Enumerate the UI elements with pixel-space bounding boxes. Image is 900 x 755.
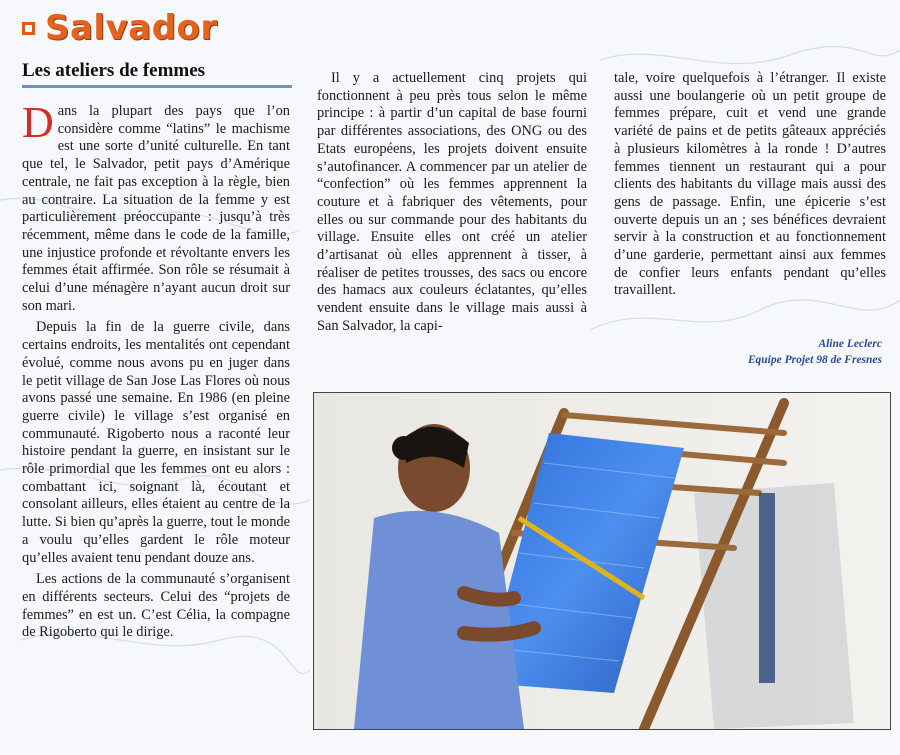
weaving-photo-illustration	[314, 393, 890, 729]
drop-cap: D	[22, 98, 54, 147]
article-column-3	[614, 70, 886, 300]
article-subtitle: Les ateliers de femmes	[22, 60, 292, 88]
paragraph-4: Il y a actuellement cinq projets qui fonctionnent à peu près tous selon le même principe : à partir d’un capital de base fourni par différentes associations, des ONG ou des Etats européens, les projets doivent ensuite s’autofinancer. A commencer par un atelier de “confection” où les femmes apprennent la couture et à fabriquer des vêtements, pour elles ou sur commande pour des habitants du village. Ensuite elles ont créé un atelier d’artisanat où elles apprennent à tisser, à réaliser de petites trousses, des sacs ou encore des hamacs aux couleurs éclatantes, qu’elles vendent ensuite dans le village mais aussi à San Salvador, la capi-	[317, 70, 587, 334]
paragraph-2: Depuis la fin de la guerre civile, dans certains endroits, les mentalités ont cependant évolué, comme nous avons pu en juger dans le petit village de San Jose Las Flores où nous avons passé une semaine. En 1986 (en pleine guerre civile) le village s’est organisé en communauté. Rigoberto nous a raconté leur histoire pendant la guerre, en insistant sur le rôle primordial que les femmes ont eu alors : combattant ici, soignant là, écoutant et consolant ailleurs, elles étaient au centre de la lutte. Si bien qu’après la guerre, tout le monde a voulu qu’elles gardent le rôle moteur qu’elles avaient tenu pendant douze ans.	[22, 319, 290, 566]
paragraph-3: Les actions de la communauté s’organisent en différents secteurs. Celui des “projets de femmes” en est un. C’est Célia, la compagne de Rigoberto qui le dirige.	[22, 571, 290, 641]
article-signature	[748, 336, 882, 368]
author-team: Equipe Projet 98 de Fresnes	[747, 354, 882, 366]
author-name: Aline Leclerc	[818, 338, 882, 350]
square-bullet-icon	[22, 22, 35, 35]
section-title: Salvador	[45, 8, 218, 48]
article-column-2	[317, 70, 587, 336]
paragraph-5: tale, voire quelquefois à l’étranger. Il existe aussi une boulangerie où un petit groupe de femmes prépare, cuit et vend une grande variété de pains et de petits gâteaux appréciés à plusieurs kilomètres à la ronde ! D’autres femmes tiennent un restaurant qui a pour clients des habitants du village mais aussi des gens de passage. Enfin, une épicerie s’est ouverte depuis un an ; ses bénéfices devraient servir à la construction et au fonctionnement d’une garderie, permettant ainsi aux femmes de confier leurs enfants pendant qu’elles travaillent.	[614, 70, 886, 299]
article-column-1	[22, 98, 290, 642]
section-header	[22, 6, 218, 50]
paragraph-1: Dans la plupart des pays que l’on considère comme “latins” le machisme est une sorte d’unité culturelle. En tant que tel, le Salvador, petit pays d’Amérique centrale, ne fait pas exception à la règle, bien au contraire. La situation de la femme y est particulièrement préoccupante : jusqu’à très récemment, même dans le code de la famille, une injustice profonde et révoltante envers les femmes était affirmée. Son rôle se résumait à celui d’une ménagère n’ayant aucun droit sur son mari.	[22, 98, 290, 314]
weaving-photo	[313, 392, 891, 730]
